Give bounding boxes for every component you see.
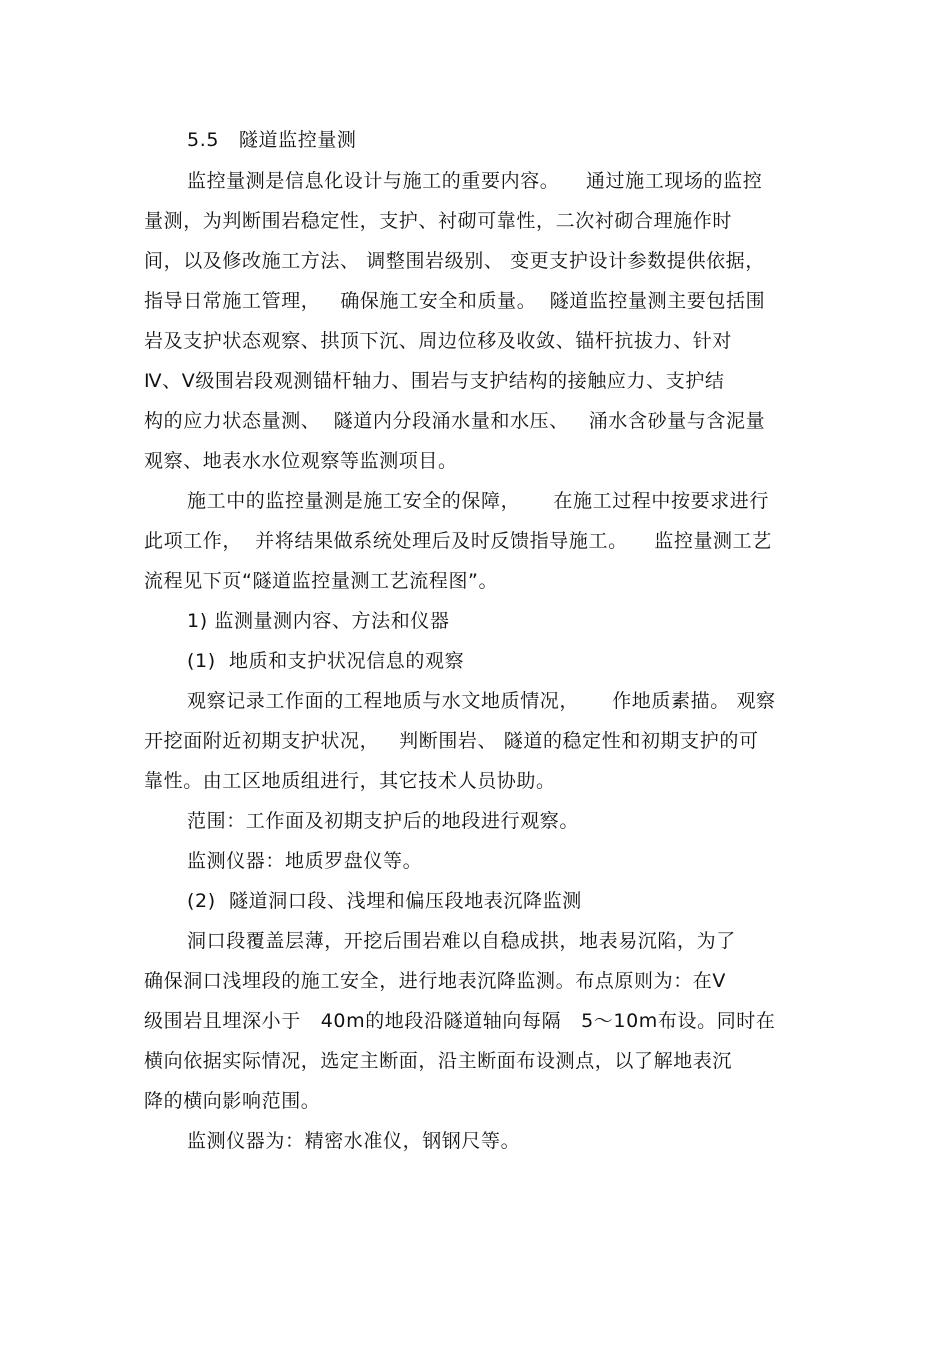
paragraph-line: 观察、地表水水位观察等监测项目。 <box>144 450 458 472</box>
paragraph-line: 此项工作， 并将结果做系统处理后及时反馈指导施工。 监控量测工艺 <box>144 530 772 552</box>
paragraph-line: 构的应力状态量测、 隧道内分段涌水量和水压、 涌水含砂量与含泥量 <box>144 410 766 432</box>
paragraph-line: 确保洞口浅埋段的施工安全，进行地表沉降监测。布点原则为：在Ⅴ <box>144 970 726 992</box>
paragraph-line: 量测，为判断围岩稳定性，支护、衬砌可靠性，二次衬砌合理施作时 <box>144 210 733 232</box>
paragraph-line: 流程见下页“隧道监控量测工艺流程图”。 <box>144 570 499 592</box>
subsection-heading: 1) 监测量测内容、方法和仪器 <box>187 610 450 632</box>
subsection-heading: (1) 地质和支护状况信息的观察 <box>187 650 465 672</box>
paragraph-line: 横向依据实际情况，选定主断面，沿主断面布设测点，以了解地表沉 <box>144 1050 733 1072</box>
paragraph-line: 靠性。由工区地质组进行，其它技术人员协助。 <box>144 770 556 792</box>
section-heading: 5.5 隧道监控量测 <box>187 129 357 151</box>
subsection-heading: (2) 隧道洞口段、浅埋和偏压段地表沉降监测 <box>187 890 582 912</box>
paragraph-line: 开挖面附近初期支护状况， 判断围岩、 隧道的稳定性和初期支护的可 <box>144 730 759 752</box>
paragraph-line: 范围：工作面及初期支护后的地段进行观察。 <box>187 810 580 832</box>
paragraph-line: Ⅳ、Ⅴ级围岩段观测锚杆轴力、围岩与支护结构的接触应力、支护结 <box>144 370 725 392</box>
paragraph-line: 监测仪器：地质罗盘仪等。 <box>187 850 423 872</box>
paragraph-line: 监测仪器为：精密水准仪，钢钢尺等。 <box>187 1130 521 1152</box>
paragraph-line: 监控量测是信息化设计与施工的重要内容。 通过施工现场的监控 <box>187 170 763 192</box>
paragraph-line: 降的横向影响范围。 <box>144 1090 321 1112</box>
paragraph-line: 间，以及修改施工方法、 调整围岩级别、 变更支护设计参数提供依据， <box>144 250 765 272</box>
paragraph-line: 级围岩且埋深小于 40m的地段沿隧道轴向每隔 5～10m布设。同时在 <box>144 1010 776 1032</box>
paragraph-line: 洞口段覆盖层薄，开挖后围岩难以自稳成拱，地表易沉陷，为了 <box>187 930 736 952</box>
paragraph-line: 指导日常施工管理， 确保施工安全和质量。 隧道监控量测主要包括围 <box>144 290 766 312</box>
paragraph-line: 观察记录工作面的工程地质与水文地质情况， 作地质素描。 观察 <box>187 690 776 712</box>
paragraph-line: 施工中的监控量测是施工安全的保障， 在施工过程中按要求进行 <box>187 490 769 512</box>
paragraph-line: 岩及支护状态观察、拱顶下沉、周边位移及收敛、锚杆抗拔力、针对 <box>144 330 733 352</box>
